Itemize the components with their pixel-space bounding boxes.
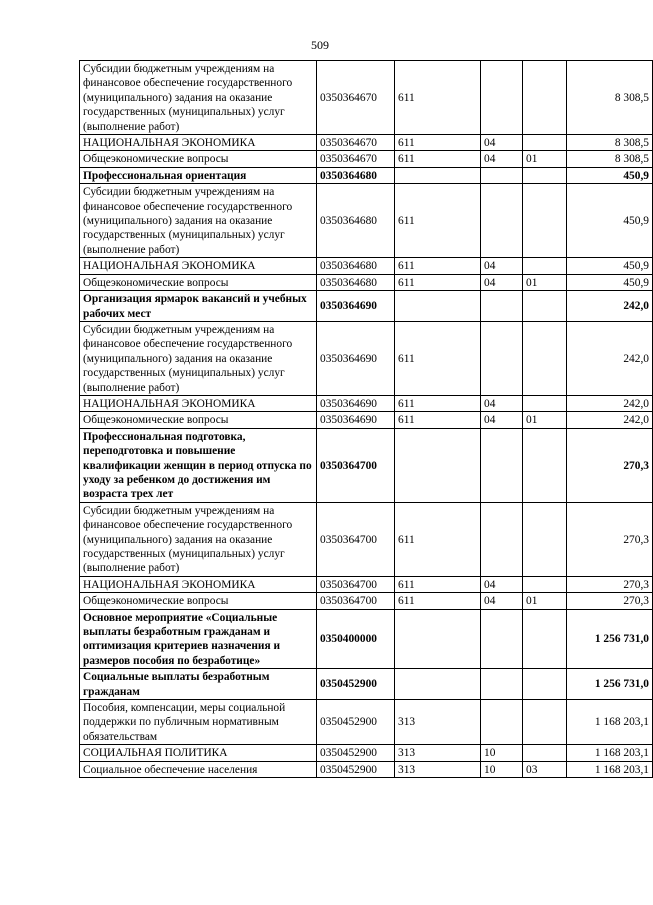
subsection-code [523,321,567,395]
subsection-code: 01 [523,593,567,609]
budget-item-name: Общеэкономические вопросы [80,593,317,609]
target-article-code: 0350364670 [317,135,395,151]
budget-item-name: Общеэкономические вопросы [80,274,317,290]
budget-item-name: Субсидии бюджетным учреждениям на финансовое обеспечение государственного (муниципального) задания на оказание государственных (муниципальных) услуг (выполнение работ) [80,321,317,395]
amount: 450,9 [567,258,653,274]
subsection-code [523,167,567,183]
section-code [481,321,523,395]
subsection-code [523,395,567,411]
amount: 242,0 [567,395,653,411]
table-row [80,184,653,258]
expense-type-code: 611 [395,321,481,395]
table-row [80,321,653,395]
budget-table-body [80,61,653,778]
budget-item-name: Субсидии бюджетным учреждениям на финансовое обеспечение государственного (муниципального) задания на оказание государственных (муниципальных) услуг (выполнение работ) [80,61,317,135]
subsection-code [523,258,567,274]
section-code [481,61,523,135]
table-row [80,700,653,745]
amount: 450,9 [567,167,653,183]
amount: 1 168 203,1 [567,745,653,761]
amount: 1 256 731,0 [567,609,653,669]
amount: 8 308,5 [567,135,653,151]
budget-item-name: НАЦИОНАЛЬНАЯ ЭКОНОМИКА [80,395,317,411]
budget-item-name: Общеэкономические вопросы [80,412,317,428]
target-article-code: 0350364670 [317,151,395,167]
subsection-code [523,291,567,322]
expense-type-code [395,428,481,502]
table-row [80,291,653,322]
amount: 270,3 [567,502,653,576]
subsection-code: 01 [523,274,567,290]
budget-item-name: Основное мероприятие «Социальные выплаты безработным гражданам и оптимизация критериев назначения и размеров пособия по безработице» [80,609,317,669]
budget-item-name: НАЦИОНАЛЬНАЯ ЭКОНОМИКА [80,258,317,274]
target-article-code: 0350364700 [317,428,395,502]
expense-type-code [395,609,481,669]
budget-item-name: НАЦИОНАЛЬНАЯ ЭКОНОМИКА [80,576,317,592]
table-row [80,761,653,777]
section-code: 04 [481,135,523,151]
table-row [80,593,653,609]
section-code: 04 [481,258,523,274]
budget-table [79,60,653,778]
amount: 1 168 203,1 [567,761,653,777]
section-code: 04 [481,395,523,411]
expense-type-code: 611 [395,593,481,609]
expense-type-code: 611 [395,258,481,274]
target-article-code: 0350364680 [317,274,395,290]
target-article-code: 0350364690 [317,321,395,395]
target-article-code: 0350452900 [317,700,395,745]
table-row [80,669,653,700]
section-code: 04 [481,576,523,592]
table-row [80,502,653,576]
table-row [80,274,653,290]
target-article-code: 0350400000 [317,609,395,669]
expense-type-code: 611 [395,412,481,428]
target-article-code: 0350364690 [317,395,395,411]
budget-item-name: Организация ярмарок вакансий и учебных рабочих мест [80,291,317,322]
amount: 242,0 [567,321,653,395]
amount: 270,3 [567,593,653,609]
budget-item-name: Субсидии бюджетным учреждениям на финансовое обеспечение государственного (муниципального) задания на оказание государственных (муниципальных) услуг (выполнение работ) [80,502,317,576]
expense-type-code [395,669,481,700]
budget-item-name: Профессиональная подготовка, переподготовка и повышение квалификации женщин в период отпуска по уходу за ребенком до достижения им возраста трех лет [80,428,317,502]
section-code: 04 [481,412,523,428]
section-code [481,184,523,258]
budget-item-name: Пособия, компенсации, меры социальной поддержки по публичным нормативным обязательствам [80,700,317,745]
subsection-code [523,669,567,700]
expense-type-code [395,167,481,183]
subsection-code [523,609,567,669]
budget-item-name: Социальное обеспечение населения [80,761,317,777]
expense-type-code: 611 [395,151,481,167]
subsection-code [523,576,567,592]
amount: 8 308,5 [567,61,653,135]
target-article-code: 0350364700 [317,593,395,609]
table-row [80,609,653,669]
section-code [481,700,523,745]
section-code [481,167,523,183]
table-row [80,258,653,274]
section-code [481,502,523,576]
expense-type-code: 611 [395,61,481,135]
target-article-code: 0350364680 [317,258,395,274]
section-code: 10 [481,761,523,777]
target-article-code: 0350364690 [317,291,395,322]
section-code [481,669,523,700]
table-row [80,151,653,167]
expense-type-code: 313 [395,761,481,777]
table-row [80,428,653,502]
amount: 450,9 [567,184,653,258]
budget-item-name: Общеэкономические вопросы [80,151,317,167]
amount: 270,3 [567,428,653,502]
subsection-code [523,502,567,576]
subsection-code: 01 [523,412,567,428]
table-row [80,576,653,592]
target-article-code: 0350452900 [317,669,395,700]
target-article-code: 0350364700 [317,576,395,592]
subsection-code [523,700,567,745]
expense-type-code: 611 [395,395,481,411]
section-code: 04 [481,593,523,609]
target-article-code: 0350364670 [317,61,395,135]
amount: 242,0 [567,291,653,322]
subsection-code [523,184,567,258]
expense-type-code: 611 [395,576,481,592]
subsection-code: 03 [523,761,567,777]
table-row [80,412,653,428]
section-code: 10 [481,745,523,761]
subsection-code [523,135,567,151]
budget-item-name: НАЦИОНАЛЬНАЯ ЭКОНОМИКА [80,135,317,151]
budget-item-name: Профессиональная ориентация [80,167,317,183]
table-row [80,135,653,151]
subsection-code: 01 [523,151,567,167]
table-row [80,745,653,761]
page-number: 509 [311,38,329,52]
amount: 1 168 203,1 [567,700,653,745]
table-row [80,395,653,411]
target-article-code: 0350364680 [317,184,395,258]
section-code: 04 [481,274,523,290]
target-article-code: 0350452900 [317,761,395,777]
amount: 242,0 [567,412,653,428]
expense-type-code: 611 [395,184,481,258]
subsection-code [523,745,567,761]
expense-type-code: 313 [395,745,481,761]
section-code [481,609,523,669]
budget-item-name: Субсидии бюджетным учреждениям на финансовое обеспечение государственного (муниципального) задания на оказание государственных (муниципальных) услуг (выполнение работ) [80,184,317,258]
subsection-code [523,61,567,135]
expense-type-code: 611 [395,274,481,290]
table-row [80,61,653,135]
amount: 450,9 [567,274,653,290]
target-article-code: 0350364680 [317,167,395,183]
expense-type-code [395,291,481,322]
budget-item-name: СОЦИАЛЬНАЯ ПОЛИТИКА [80,745,317,761]
budget-item-name: Социальные выплаты безработным гражданам [80,669,317,700]
amount: 1 256 731,0 [567,669,653,700]
table-row [80,167,653,183]
section-code [481,291,523,322]
expense-type-code: 313 [395,700,481,745]
section-code [481,428,523,502]
target-article-code: 0350364690 [317,412,395,428]
target-article-code: 0350452900 [317,745,395,761]
expense-type-code: 611 [395,502,481,576]
expense-type-code: 611 [395,135,481,151]
subsection-code [523,428,567,502]
amount: 8 308,5 [567,151,653,167]
target-article-code: 0350364700 [317,502,395,576]
amount: 270,3 [567,576,653,592]
section-code: 04 [481,151,523,167]
